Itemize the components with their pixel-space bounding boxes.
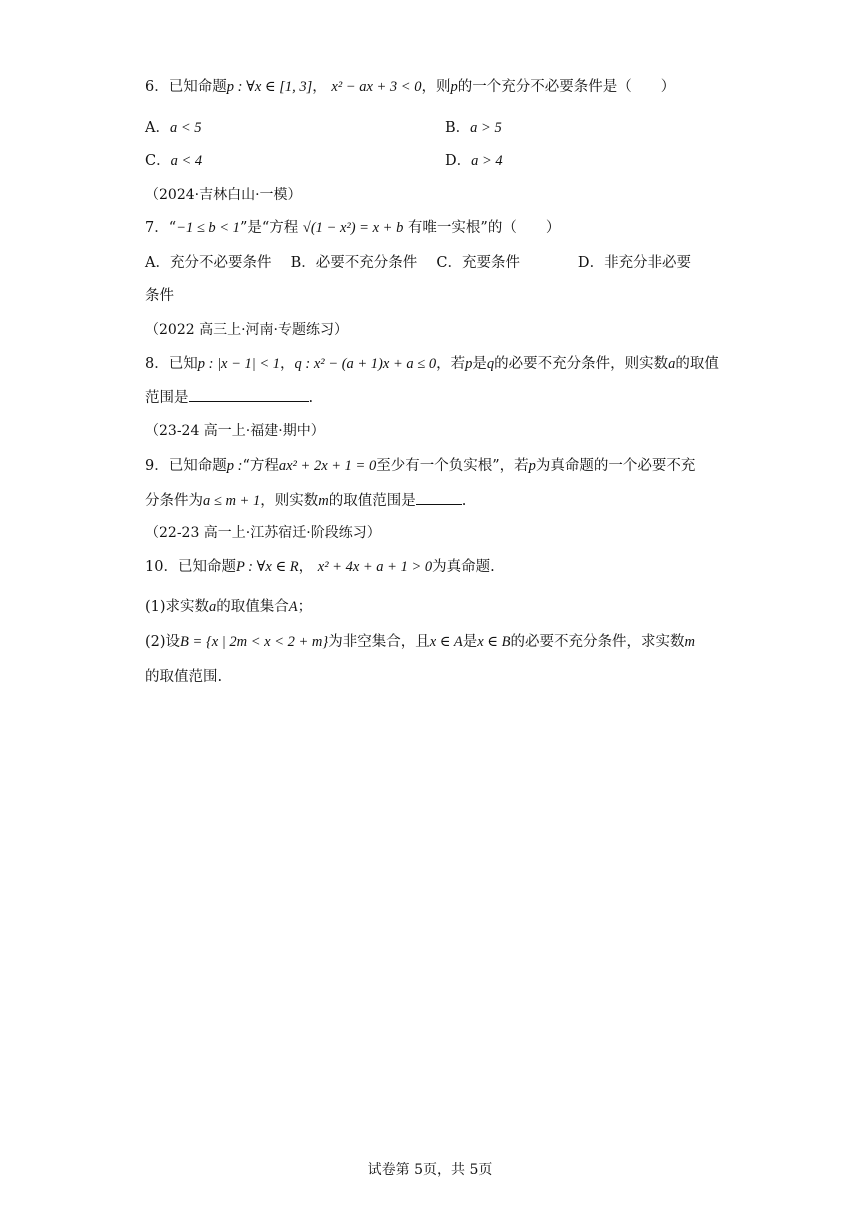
math-expression: B = {x | 2m < x < 2 + m} — [180, 634, 329, 650]
answer-blank[interactable] — [189, 387, 309, 402]
question-8-source: （2022 高三上·河南·专题练习） — [145, 322, 348, 338]
math-expression: x² + 4x + a + 1 > 0 — [317, 559, 433, 575]
math-expression: a ≤ m + 1 — [203, 493, 261, 509]
option-c: C．a < 4 — [145, 153, 203, 169]
question-number: 7． — [145, 220, 169, 236]
question-8-stem: 8．已知p : |x − 1| < 1，q : x² − (a + 1)x + a ≤ 0，若p是q的必要不充分条件，则实数a的取值 — [145, 356, 719, 372]
answer-blank[interactable] — [416, 490, 462, 505]
question-10-part-1: (1)求实数a的取值集合A； — [145, 599, 313, 615]
page-footer: 试卷第 5页，共 5页 — [367, 1162, 493, 1178]
question-10-part-2-line2: 的取值范围. — [145, 669, 223, 685]
question-7-source: （2024·吉林白山·一模） — [145, 187, 302, 203]
math-expression: p : |x − 1| < 1 — [197, 356, 281, 372]
question-7-options: A．充分不必要条件 B．必要不充分条件 C．充要条件 D．非充分非必要 — [145, 255, 692, 271]
question-6-stem: 6．已知命题p : ∀x ∈ [1, 3]， x² − ax + 3 < 0，则p的一个充分不必要条件是（ ） — [145, 79, 676, 95]
math-expression: −1 ≤ b < 1 — [176, 220, 240, 236]
option-d: D．a > 4 — [445, 153, 503, 169]
math-expression: x² − ax + 3 < 0 — [331, 79, 422, 95]
question-8-stem-line2: 范围是 . — [145, 387, 313, 408]
question-number: 9． — [145, 458, 169, 474]
question-10-source: （22-23 高一上·江苏宿迁·阶段练习） — [145, 525, 381, 541]
option-b: B．a > 5 — [445, 120, 502, 136]
question-9-stem: 9．已知命题p :“方程ax² + 2x + 1 = 0至少有一个负实根”，若p为真命题的一个必要不充 — [145, 458, 696, 474]
question-10-stem: 10．已知命题P : ∀x ∈ R， x² + 4x + a + 1 > 0为真命题. — [145, 559, 495, 575]
math-expression: P : ∀x ∈ R — [235, 559, 299, 575]
question-10-part-2: (2)设B = {x | 2m < x < 2 + m}为非空集合，且x ∈ A是x ∈ B的必要不充分条件，求实数m — [145, 634, 695, 650]
option-a: A．a < 5 — [145, 120, 202, 136]
math-expression: √(1 − x²) = x + b — [302, 220, 404, 236]
question-7-stem: 7．“−1 ≤ b < 1”是“方程 √(1 − x²) = x + b 有唯一实根”的（ ） — [145, 220, 561, 236]
math-expression: q : x² − (a + 1)x + a ≤ 0 — [294, 356, 437, 372]
math-expression: p : ∀x ∈ [1, 3] — [226, 79, 313, 95]
question-7-options-wrap: 条件 — [145, 288, 174, 304]
question-number: 10． — [145, 559, 178, 575]
math-expression: ax² + 2x + 1 = 0 — [278, 458, 377, 474]
question-number: 6． — [145, 79, 169, 95]
question-9-stem-line2: 分条件为a ≤ m + 1，则实数m的取值范围是 . — [145, 490, 466, 511]
question-number: 8． — [145, 356, 169, 372]
question-9-source: （23-24 高一上·福建·期中） — [145, 423, 325, 439]
math-expression: p — [450, 79, 458, 95]
